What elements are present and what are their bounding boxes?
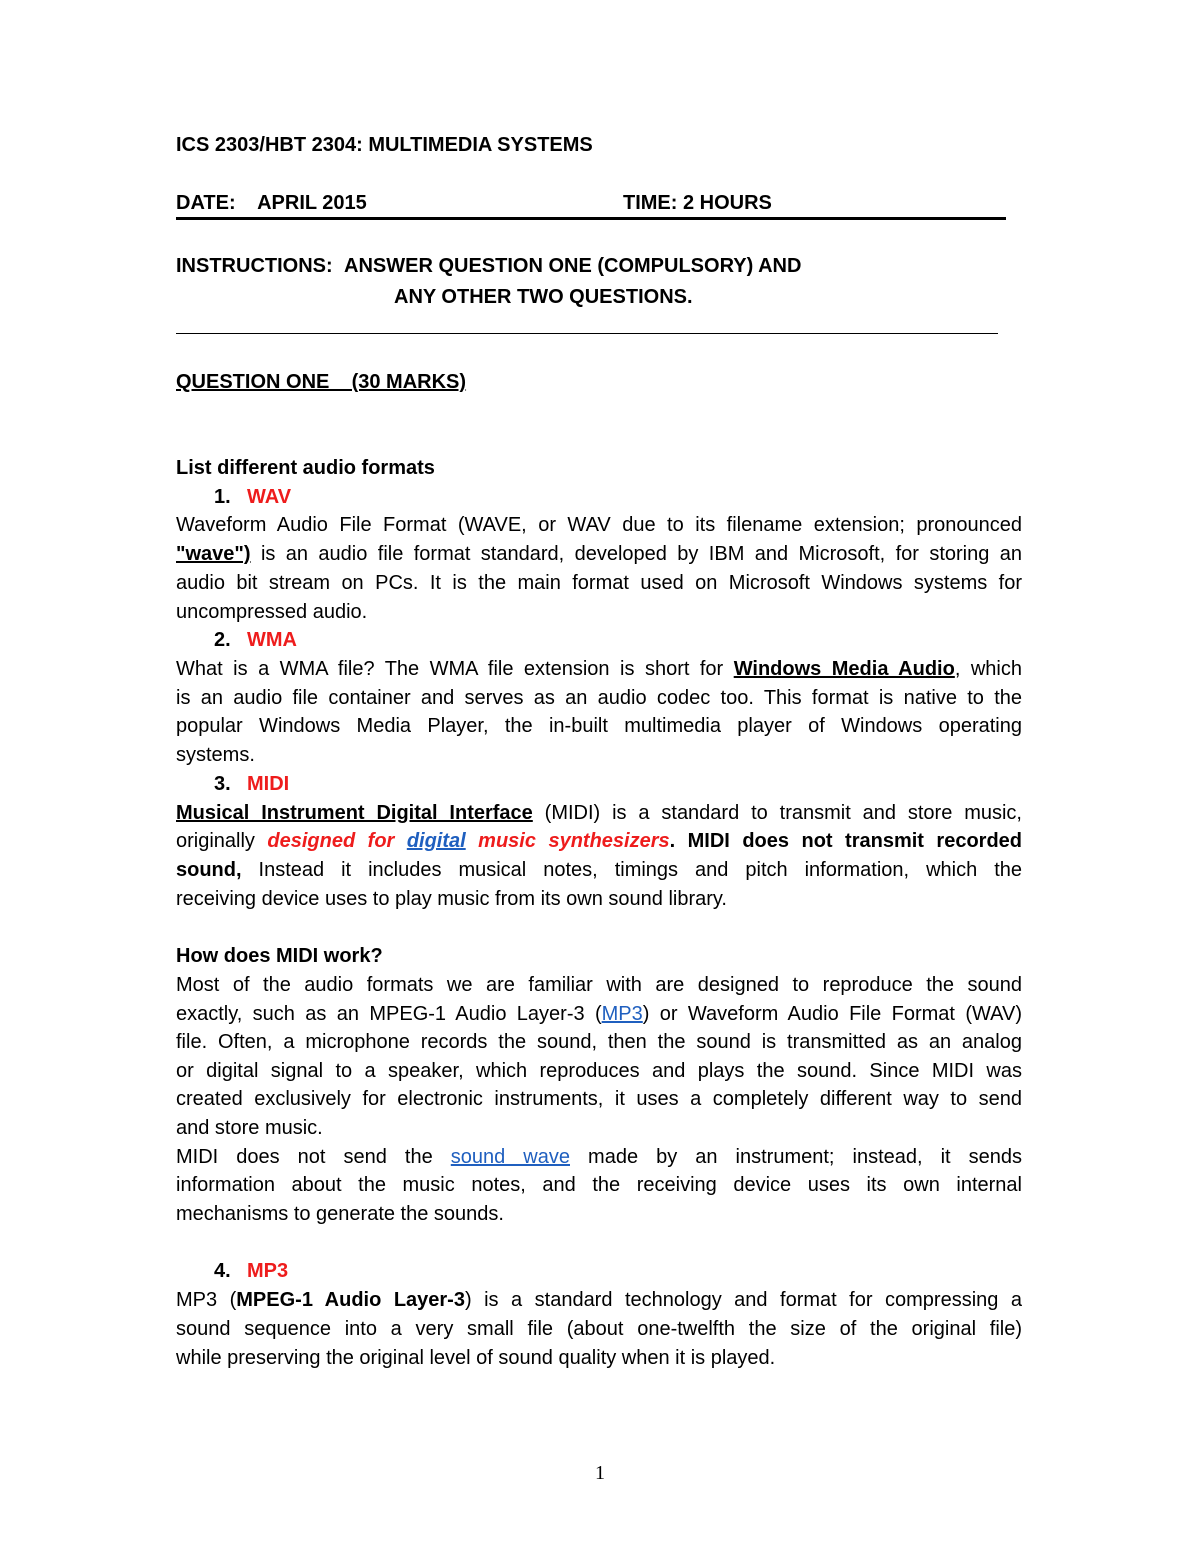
how-midi-line-8: information about the music notes, and the receiving device uses its own internal [176,1174,1022,1196]
wma-line-1-tail: , which [954,658,1022,680]
instructions-rule [176,333,998,334]
how-midi-line-3: file. Often, a microphone records the sound, then the sound is transmitted as an analog [176,1031,1022,1053]
midi-line-2-text: originally [176,830,268,852]
date-label: DATE: [176,192,236,214]
digital-link[interactable]: digital [406,830,466,852]
mp3-line-1-text: MP3 ( [176,1289,237,1311]
how-midi-line-1: Most of the audio formats we are familiar with are designed to reproduce the sound [176,974,1022,996]
mp3-line-3: while preserving the original level of sound quality when it is played. [176,1347,776,1369]
how-midi-line-2-tail: ) or Waveform Audio File Format (WAV) [642,1003,1022,1025]
midi-line-3-text: Instead it includes musical notes, timings and pitch information, which the [241,859,1022,881]
date-line [176,191,367,215]
how-midi-line-2-text: exactly, such as an MPEG-1 Audio Layer-3 ( [176,1003,602,1025]
time-label: TIME: 2 HOURS [623,192,772,214]
wma-heading [214,628,297,652]
how-midi-line-7-tail: made by an instrument; instead, it sends [570,1146,1023,1168]
wav-line-2-text: is an audio file format standard, developed by IBM and Microsoft, for storing an [250,543,1022,565]
header-rule [176,217,1006,220]
question-one-prompt: List different audio formats [176,457,435,479]
mp3-line-1 [176,1288,1022,1312]
mp3-name: MP3 [247,1260,289,1282]
date-value: APRIL 2015 [257,192,367,214]
windows-media-audio-link[interactable]: Windows Media Audio [733,658,955,680]
wma-line-3: popular Windows Media Player, the in-built multimedia player of Windows operating [176,715,1022,737]
page-number: 1 [595,1462,605,1484]
midi-definition-link[interactable]: Musical Instrument Digital Interface [176,802,533,824]
midi-line-3 [176,858,1022,882]
instructions-label: INSTRUCTIONS: [176,255,333,277]
mp3-heading [214,1259,288,1283]
wma-line-2: is an audio file container and serves as an audio codec too. This format is native to the [176,687,1022,709]
midi-number: 3. [214,773,231,795]
mp3-full-name: MPEG-1 Audio Layer-3 [236,1289,465,1311]
wma-line-1 [176,657,1022,681]
wma-line-4: systems. [176,744,255,766]
instructions-line-2: ANY OTHER TWO QUESTIONS. [394,286,693,308]
midi-name: MIDI [247,773,290,795]
designed-for-text: designed for [267,830,407,852]
mp3-link[interactable]: MP3 [601,1003,643,1025]
wav-number: 1. [214,486,231,508]
how-midi-line-2 [176,1002,1022,1026]
course-title: ICS 2303/HBT 2304: MULTIMEDIA SYSTEMS [176,134,593,156]
how-midi-line-7 [176,1145,1022,1169]
instructions-line-1: ANSWER QUESTION ONE (COMPULSORY) AND [344,255,802,277]
midi-line-1 [176,801,1022,825]
how-midi-line-4: or digital signal to a speaker, which reproduces and plays the sound. Since MIDI was [176,1060,1022,1082]
how-midi-line-6: and store music. [176,1117,323,1139]
midi-line-3-bold: sound, [176,859,242,881]
midi-heading [214,772,289,796]
wav-line-1: Waveform Audio File Format (WAVE, or WAV due to its filename extension; pronounced [176,514,1022,536]
mp3-number: 4. [214,1260,231,1282]
midi-line-2-tail: . MIDI does not transmit recorded [669,830,1023,852]
wma-line-1-text: What is a WMA file? The WMA file extension is short for [176,658,734,680]
wav-name: WAV [247,486,292,508]
how-midi-line-7-text: MIDI does not send the [176,1146,451,1168]
question-one-title: QUESTION ONE (30 MARKS) [176,371,467,393]
wav-line-4: uncompressed audio. [176,601,368,623]
music-synthesizers-text: music synthesizers [465,830,670,852]
midi-line-2 [176,829,1022,853]
midi-line-4: receiving device uses to play music from its own sound library. [176,888,727,910]
wma-name: WMA [247,629,297,651]
wave-pronunciation: "wave") [176,543,251,565]
how-midi-line-5: created exclusively for electronic instruments, it uses a completely different way to send [176,1088,1022,1110]
wav-line-2 [176,542,1022,566]
mp3-line-2: sound sequence into a very small file (about one-twelfth the size of the original file) [176,1318,1022,1340]
sound-wave-link[interactable]: sound wave [450,1146,570,1168]
wma-number: 2. [214,629,231,651]
how-midi-heading: How does MIDI work? [176,945,383,967]
wav-heading [214,485,291,509]
mp3-line-1-tail: ) is a standard technology and format for compressing a [464,1289,1022,1311]
how-midi-line-9: mechanisms to generate the sounds. [176,1203,504,1225]
midi-line-1-text: (MIDI) is a standard to transmit and store music, [532,802,1022,824]
wav-line-3: audio bit stream on PCs. It is the main format used on Microsoft Windows systems for [176,572,1022,594]
